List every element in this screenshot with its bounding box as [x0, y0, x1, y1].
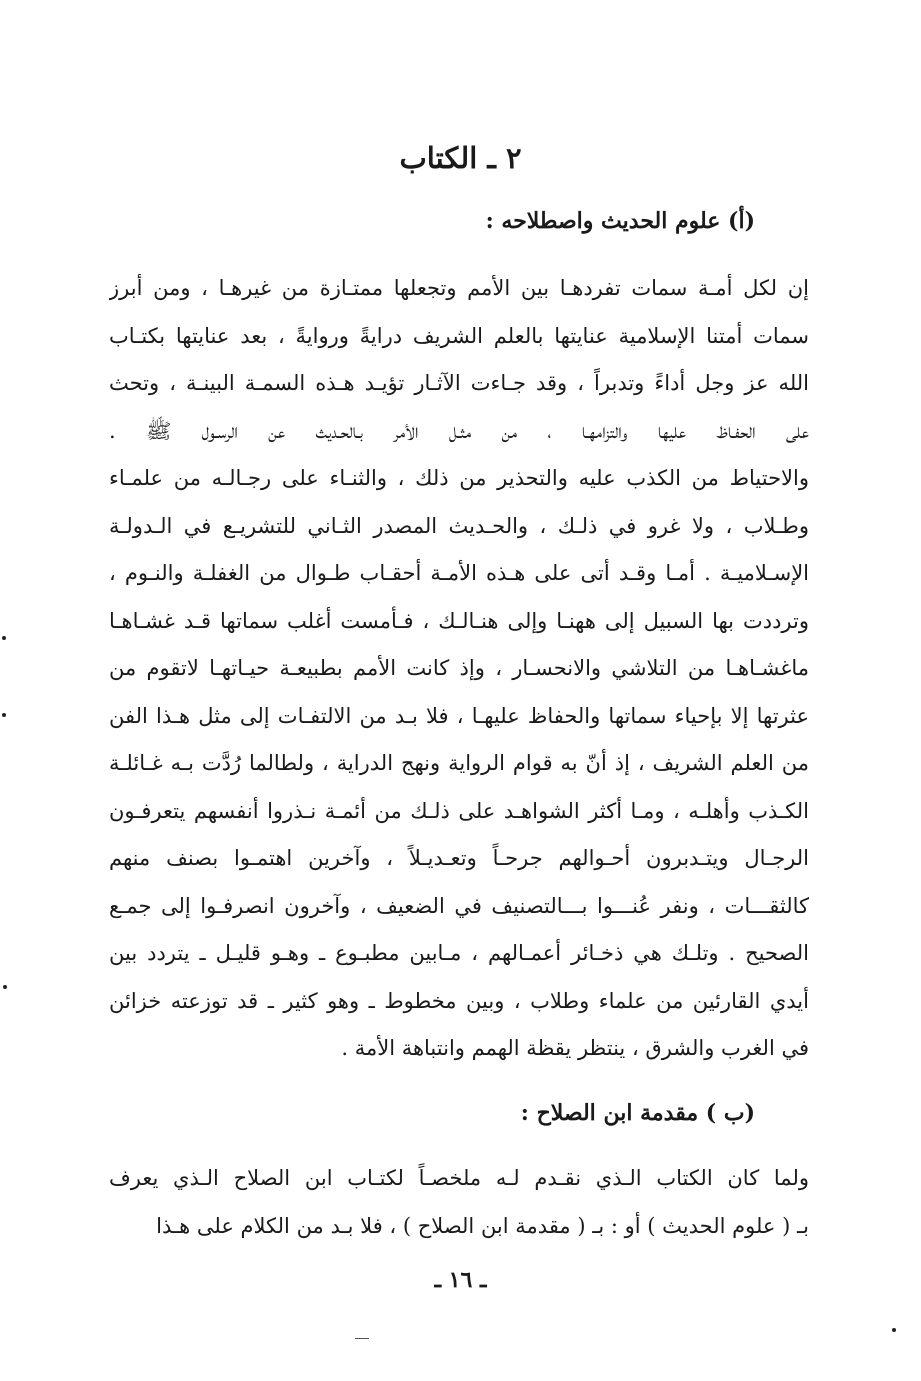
section-a-heading: (أ) علوم الحديث واصطلاحه : [485, 208, 755, 234]
scan-speck [3, 985, 7, 989]
scan-speck [2, 636, 6, 640]
chapter-title: ٢ ـ الكتاب [399, 141, 522, 175]
section-a-text-line: الله عز وجل أداءً وتدبراً ، وقد جـاءت الآثـار تؤيـد هـذه السمـة البينـة ، وتحث [109, 371, 809, 395]
section-a-text-line: على الحفـاظ عليها والتزامهـا ، من مثـل الأمر بـالحـديث عن الرسـول ﷺ . [109, 418, 809, 443]
section-a-paragraph [109, 265, 809, 1073]
section-a-text-line: وترددت بها السبيل إلى ههنـا وإلى هنـالـك ، فـأمست أغلب سماتها قـد غشـاهـا [109, 608, 809, 633]
section-a-text-line: في الغرب والشرق ، ينتظر يقظة الهمم وانتباهة الأمة . [341, 1036, 809, 1060]
section-a-text-line: ماغشـاهـا من التلاشي والانحسـار ، وإذ كانت الأمم بطبيعـة حيـاتهـا لاتقوم من [109, 656, 809, 680]
section-a-text-line: كالثقـــات ، ونفر عُنـــوا بـــالتصنيف في الضعيف ، وآخرون انصرفـوا إلى جمـع [109, 893, 809, 918]
section-a-text-line: الرجـال ويتـدبرون أحـوالهم جرحـاً وتعـديـلاً ، وآخرين اهتمـوا بصنف منهم [109, 846, 809, 870]
section-a-text-line: الإسـلاميـة . أمـا وقـد أتى على هـذه الأمـة أحقـاب طـوال من الغفلـة والنـوم ، [109, 561, 809, 585]
scan-speck [892, 1328, 896, 1332]
section-a-text-line: والاحتياط من الكذب عليه والتحذير من ذلك ، والثنـاء على رجـالـه من علمـاء [109, 466, 809, 490]
section-a-text-line: سمات أمتنا الإسلامية عنايتها بالعلم الشريف درايةً وروايةً ، بعد عنايتها بكتـاب [109, 323, 809, 348]
section-b-heading: (ب ) مقدمة ابن الصلاح : [520, 1100, 755, 1126]
section-b-text-line: بـ ( علوم الحديث ) أو : بـ ( مقدمة ابن الصلاح ) ، فلا بـد من الكلام على هـذا [156, 1213, 809, 1238]
scan-speck [2, 713, 6, 717]
section-a-text-line: من العلم الشريف ، إذ أنّ به قوام الرواية ونهج الدراية ، ولطالما رُدَّت بـه غـائلـة [109, 751, 809, 775]
section-a-text-line: الكـذب وأهلـه ، ومـا أكثر الشواهـد على ذلـك من أئمـة نـذروا أنفسهم يتعرفـون [109, 798, 809, 823]
section-b-paragraph [109, 1155, 809, 1250]
section-a-text-line: عثرتها إلا بإحياء سماتها والحفاظ عليهـا ، فلا بـد من الالتفـات إلى مثل هـذا الفن [109, 703, 809, 728]
section-a-text-line: أيدي القارئين من علماء وطلاب ، وبين مخطوط ـ وهو كثير ـ قد توزعته خزائن [109, 988, 809, 1013]
section-a-text-line: وطـلاب ، ولا غرو في ذلـك ، والحـديث المصدر الثـاني للتشريـع في الـدولـة [109, 513, 809, 538]
section-b-text-line: ولما كان الكتاب الـذي نقـدم لـه ملخصـاً لكتـاب ابن الصلاح الـذي يعرف [109, 1166, 809, 1190]
scan-line [355, 1338, 369, 1339]
section-a-text-line: إن لكل أمـة سمات تفردهـا بين الأمم وتجعلها ممتـازة من غيرهـا ، ومن أبرز [109, 276, 809, 300]
section-a-text-line: الصحيح . وتلـك هي ذخـائر أعمـالهم ، مـابين مطبـوع ـ وهـو قليـل ـ يتردد بين [109, 941, 809, 965]
page-number: ـ ١٦ ـ [434, 1267, 487, 1293]
